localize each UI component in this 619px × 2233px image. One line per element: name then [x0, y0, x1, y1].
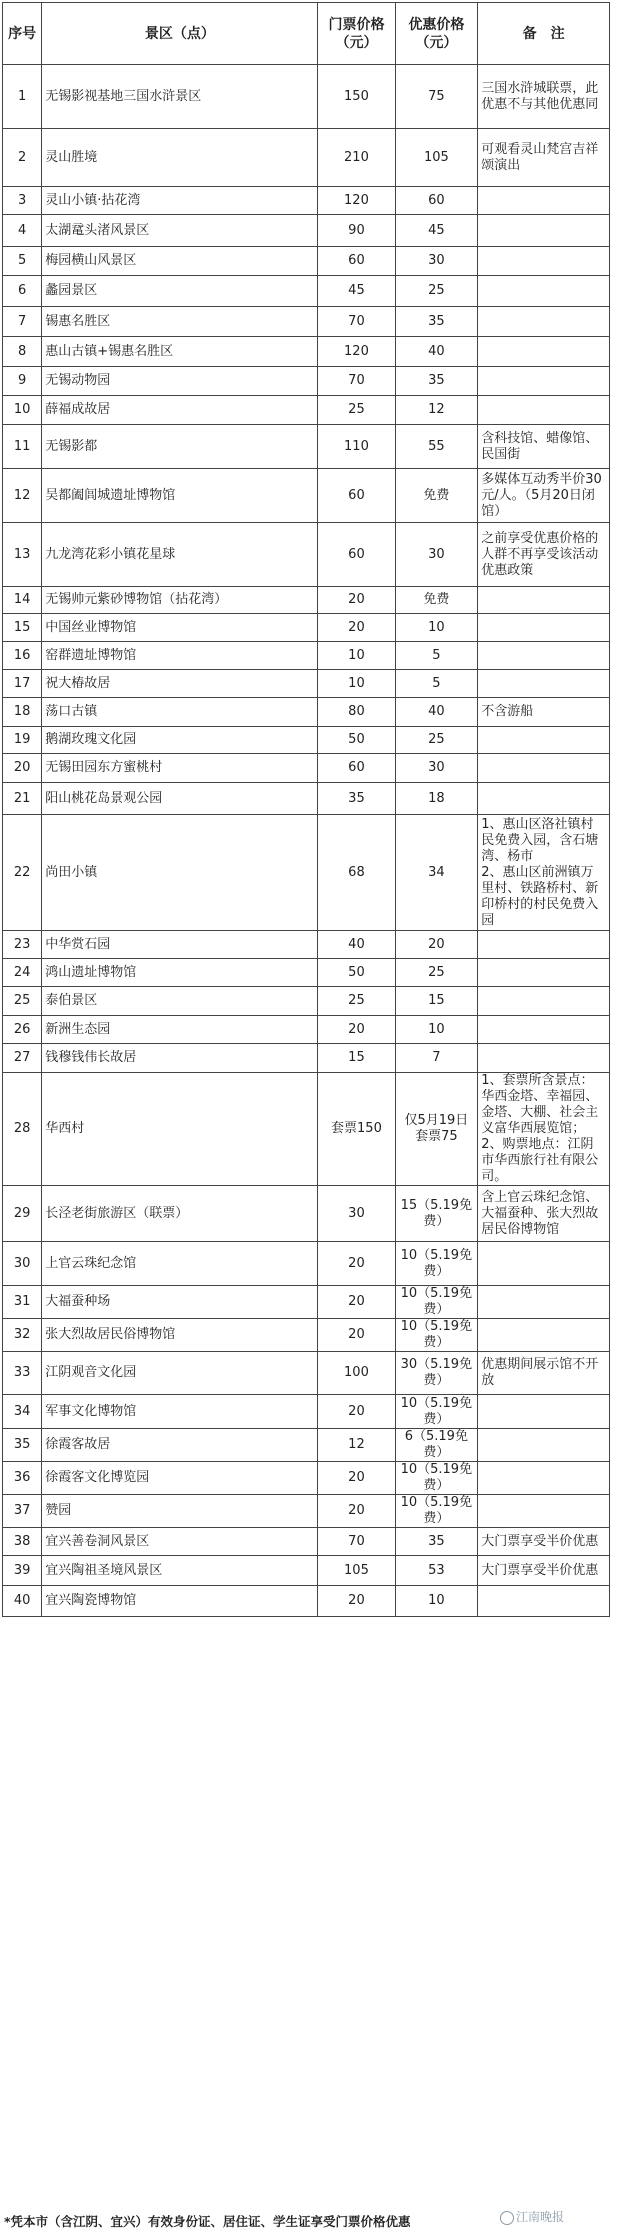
row-price: 105	[318, 1556, 395, 1586]
row-num: 2	[3, 129, 42, 187]
row-num: 11	[3, 425, 42, 469]
row-discount: 40	[395, 337, 478, 367]
row-discount: 75	[395, 65, 478, 129]
header-price: 门票价格（元）	[318, 3, 395, 65]
row-discount: 15	[395, 987, 478, 1016]
row-discount: 6（5.19免费）	[395, 1429, 478, 1462]
row-num: 10	[3, 396, 42, 425]
table-row	[3, 129, 610, 187]
row-name: 惠山古镇+锡惠名胜区	[42, 337, 318, 367]
row-name: 江阴观音文化园	[42, 1352, 318, 1395]
row-price: 60	[318, 469, 395, 523]
table-row	[3, 642, 610, 670]
weibo-icon	[500, 2211, 514, 2225]
row-num: 16	[3, 642, 42, 670]
table-row	[3, 614, 610, 642]
table-row	[3, 670, 610, 698]
row-note: 含科技馆、蜡像馆、民国街	[478, 425, 610, 469]
row-num: 27	[3, 1044, 42, 1073]
row-name: 华西村	[42, 1073, 318, 1186]
table-row	[3, 1319, 610, 1352]
row-num: 19	[3, 727, 42, 754]
row-num: 31	[3, 1286, 42, 1319]
row-name: 长泾老街旅游区（联票）	[42, 1186, 318, 1242]
row-price: 20	[318, 1286, 395, 1319]
row-price: 50	[318, 959, 395, 987]
row-price: 100	[318, 1352, 395, 1395]
row-price: 35	[318, 783, 395, 815]
table-row	[3, 337, 610, 367]
row-note	[478, 783, 610, 815]
row-discount: 35	[395, 367, 478, 396]
row-name: 梅园横山风景区	[42, 247, 318, 276]
row-price: 110	[318, 425, 395, 469]
row-note: 多媒体互动秀半价30元/人。（5月20日闭馆）	[478, 469, 610, 523]
row-note	[478, 1395, 610, 1429]
table-row	[3, 1495, 610, 1528]
table-row	[3, 754, 610, 783]
row-discount: 5	[395, 642, 478, 670]
row-price: 20	[318, 614, 395, 642]
row-note	[478, 1319, 610, 1352]
row-discount: 10（5.19免费）	[395, 1242, 478, 1286]
row-num: 4	[3, 215, 42, 247]
row-name: 钱穆钱伟长故居	[42, 1044, 318, 1073]
row-discount: 10（5.19免费）	[395, 1462, 478, 1495]
row-num: 6	[3, 276, 42, 307]
row-num: 5	[3, 247, 42, 276]
row-name: 无锡动物园	[42, 367, 318, 396]
row-price: 120	[318, 337, 395, 367]
row-note: 含上官云珠纪念馆、大福蚕种、张大烈故居民俗博物馆	[478, 1186, 610, 1242]
row-price: 70	[318, 367, 395, 396]
row-note	[478, 1242, 610, 1286]
row-discount: 7	[395, 1044, 478, 1073]
row-discount: 30（5.19免费）	[395, 1352, 478, 1395]
table-row	[3, 276, 610, 307]
row-num: 3	[3, 187, 42, 215]
table-row	[3, 1016, 610, 1044]
row-discount: 55	[395, 425, 478, 469]
row-discount: 10（5.19免费）	[395, 1319, 478, 1352]
row-num: 25	[3, 987, 42, 1016]
row-name: 荡口古镇	[42, 698, 318, 727]
row-price: 120	[318, 187, 395, 215]
table-row	[3, 698, 610, 727]
row-name: 赞园	[42, 1495, 318, 1528]
table-body	[3, 65, 610, 1617]
row-note: 大门票享受半价优惠	[478, 1528, 610, 1556]
table-row	[3, 1073, 610, 1186]
row-num: 9	[3, 367, 42, 396]
row-name: 吴都阖闾城遗址博物馆	[42, 469, 318, 523]
row-price: 20	[318, 1462, 395, 1495]
row-price: 10	[318, 670, 395, 698]
row-discount: 10	[395, 1016, 478, 1044]
row-note	[478, 727, 610, 754]
row-num: 7	[3, 307, 42, 337]
table-row	[3, 1286, 610, 1319]
row-num: 36	[3, 1462, 42, 1495]
row-price: 60	[318, 523, 395, 587]
row-name: 军事文化博物馆	[42, 1395, 318, 1429]
row-note	[478, 959, 610, 987]
watermark-text: 江南晚报	[516, 2210, 565, 2224]
row-price: 20	[318, 1319, 395, 1352]
row-num: 32	[3, 1319, 42, 1352]
row-price: 90	[318, 215, 395, 247]
header-name: 景区（点）	[42, 3, 318, 65]
table-row	[3, 247, 610, 276]
row-price: 10	[318, 642, 395, 670]
row-num: 24	[3, 959, 42, 987]
row-price: 60	[318, 247, 395, 276]
table-header-row	[3, 3, 610, 65]
row-note	[478, 337, 610, 367]
row-note: 大门票享受半价优惠	[478, 1556, 610, 1586]
row-note	[478, 1586, 610, 1617]
row-discount: 30	[395, 523, 478, 587]
row-price: 70	[318, 307, 395, 337]
row-discount: 免费	[395, 587, 478, 614]
row-num: 40	[3, 1586, 42, 1617]
row-num: 13	[3, 523, 42, 587]
table-row	[3, 1556, 610, 1586]
row-note	[478, 1044, 610, 1073]
table-row	[3, 727, 610, 754]
row-discount: 15（5.19免费）	[395, 1186, 478, 1242]
row-name: 宜兴陶祖圣境风景区	[42, 1556, 318, 1586]
row-num: 18	[3, 698, 42, 727]
row-discount: 45	[395, 215, 478, 247]
row-note	[478, 754, 610, 783]
row-note: 优惠期间展示馆不开放	[478, 1352, 610, 1395]
row-name: 鸿山遗址博物馆	[42, 959, 318, 987]
row-discount: 仅5月19日套票75	[395, 1073, 478, 1186]
row-discount: 10（5.19免费）	[395, 1495, 478, 1528]
row-price: 25	[318, 987, 395, 1016]
header-num: 序号	[3, 3, 42, 65]
row-discount: 25	[395, 959, 478, 987]
table-row	[3, 307, 610, 337]
row-name: 灵山小镇·拈花湾	[42, 187, 318, 215]
row-num: 12	[3, 469, 42, 523]
row-note	[478, 670, 610, 698]
row-note	[478, 276, 610, 307]
row-price: 50	[318, 727, 395, 754]
table-row	[3, 987, 610, 1016]
row-num: 17	[3, 670, 42, 698]
row-num: 1	[3, 65, 42, 129]
row-name: 太湖鼋头渚风景区	[42, 215, 318, 247]
row-price: 45	[318, 276, 395, 307]
table-row	[3, 783, 610, 815]
table-row	[3, 815, 610, 931]
row-price: 15	[318, 1044, 395, 1073]
row-num: 23	[3, 931, 42, 959]
table-row	[3, 367, 610, 396]
row-name: 大福蚕种场	[42, 1286, 318, 1319]
row-discount: 10	[395, 1586, 478, 1617]
table-row	[3, 425, 610, 469]
row-num: 20	[3, 754, 42, 783]
row-num: 8	[3, 337, 42, 367]
row-note	[478, 614, 610, 642]
row-price: 60	[318, 754, 395, 783]
row-note	[478, 1016, 610, 1044]
row-discount: 10（5.19免费）	[395, 1395, 478, 1429]
row-name: 锡惠名胜区	[42, 307, 318, 337]
row-note: 1、套票所含景点：华西金塔、幸福园、金塔、大棚、社会主义富华西展览馆； 2、购票地点：江阴市华西旅行社有限公司。	[478, 1073, 610, 1186]
row-note	[478, 396, 610, 425]
row-num: 21	[3, 783, 42, 815]
row-note	[478, 931, 610, 959]
row-note: 可观看灵山梵宫吉祥颂演出	[478, 129, 610, 187]
row-price: 20	[318, 587, 395, 614]
table-row	[3, 1352, 610, 1395]
row-num: 26	[3, 1016, 42, 1044]
row-discount: 35	[395, 1528, 478, 1556]
row-name: 泰伯景区	[42, 987, 318, 1016]
row-discount: 5	[395, 670, 478, 698]
row-discount: 60	[395, 187, 478, 215]
row-name: 无锡影都	[42, 425, 318, 469]
row-price: 30	[318, 1186, 395, 1242]
row-discount: 105	[395, 129, 478, 187]
row-name: 无锡田园东方蜜桃村	[42, 754, 318, 783]
row-num: 38	[3, 1528, 42, 1556]
row-name: 新洲生态园	[42, 1016, 318, 1044]
row-name: 张大烈故居民俗博物馆	[42, 1319, 318, 1352]
row-note: 不含游船	[478, 698, 610, 727]
row-name: 上官云珠纪念馆	[42, 1242, 318, 1286]
row-price: 210	[318, 129, 395, 187]
row-discount: 25	[395, 727, 478, 754]
row-note	[478, 367, 610, 396]
header-discount: 优惠价格（元）	[395, 3, 478, 65]
row-num: 30	[3, 1242, 42, 1286]
row-discount: 20	[395, 931, 478, 959]
row-note: 1、惠山区洛社镇村民免费入园，含石塘湾、杨市 2、惠山区前洲镇万里村、铁路桥村、新印桥村的村民免费入园	[478, 815, 610, 931]
row-name: 宜兴善卷洞风景区	[42, 1528, 318, 1556]
row-note	[478, 987, 610, 1016]
row-discount: 10（5.19免费）	[395, 1286, 478, 1319]
table-row	[3, 1462, 610, 1495]
row-name: 宜兴陶瓷博物馆	[42, 1586, 318, 1617]
table-row	[3, 523, 610, 587]
table-row	[3, 931, 610, 959]
row-note	[478, 1429, 610, 1462]
row-discount: 30	[395, 247, 478, 276]
table-row	[3, 65, 610, 129]
row-price: 20	[318, 1242, 395, 1286]
row-name: 蠡园景区	[42, 276, 318, 307]
row-discount: 30	[395, 754, 478, 783]
table-row	[3, 469, 610, 523]
row-discount: 10	[395, 614, 478, 642]
table-row	[3, 1429, 610, 1462]
row-discount: 免费	[395, 469, 478, 523]
row-name: 薛福成故居	[42, 396, 318, 425]
row-price: 25	[318, 396, 395, 425]
row-note: 三国水浒城联票，此优惠不与其他优惠同	[478, 65, 610, 129]
row-price: 70	[318, 1528, 395, 1556]
watermark	[500, 2208, 564, 2225]
row-price: 20	[318, 1016, 395, 1044]
table-row	[3, 1528, 610, 1556]
row-name: 徐霞客故居	[42, 1429, 318, 1462]
row-num: 34	[3, 1395, 42, 1429]
row-name: 徐霞客文化博览园	[42, 1462, 318, 1495]
row-num: 37	[3, 1495, 42, 1528]
row-discount: 18	[395, 783, 478, 815]
footer-note: *凭本市（含江阴、宜兴）有效身份证、居住证、学生证享受门票价格优惠	[4, 2214, 411, 2229]
row-price: 150	[318, 65, 395, 129]
table-row	[3, 1242, 610, 1286]
row-num: 28	[3, 1073, 42, 1186]
row-num: 33	[3, 1352, 42, 1395]
table-row	[3, 1586, 610, 1617]
header-note: 备 注	[478, 3, 610, 65]
row-discount: 34	[395, 815, 478, 931]
row-discount: 35	[395, 307, 478, 337]
row-discount: 12	[395, 396, 478, 425]
table-row	[3, 215, 610, 247]
table-row	[3, 587, 610, 614]
table-row	[3, 1395, 610, 1429]
row-price: 12	[318, 1429, 395, 1462]
row-name: 九龙湾花彩小镇花星球	[42, 523, 318, 587]
row-name: 鹅湖玫瑰文化园	[42, 727, 318, 754]
row-price: 80	[318, 698, 395, 727]
ticket-price-table	[2, 2, 610, 1617]
row-name: 无锡帅元紫砂博物馆（拈花湾）	[42, 587, 318, 614]
row-discount: 53	[395, 1556, 478, 1586]
row-price: 20	[318, 1586, 395, 1617]
row-note	[478, 215, 610, 247]
row-name: 窑群遗址博物馆	[42, 642, 318, 670]
row-price: 20	[318, 1395, 395, 1429]
row-note	[478, 642, 610, 670]
row-name: 阳山桃花岛景观公园	[42, 783, 318, 815]
row-num: 15	[3, 614, 42, 642]
row-price: 套票150	[318, 1073, 395, 1186]
row-note	[478, 247, 610, 276]
row-num: 35	[3, 1429, 42, 1462]
row-name: 灵山胜境	[42, 129, 318, 187]
row-price: 40	[318, 931, 395, 959]
table-row	[3, 1186, 610, 1242]
row-num: 22	[3, 815, 42, 931]
table-row	[3, 396, 610, 425]
row-discount: 25	[395, 276, 478, 307]
row-name: 无锡影视基地三国水浒景区	[42, 65, 318, 129]
row-note	[478, 187, 610, 215]
table-row	[3, 187, 610, 215]
row-num: 14	[3, 587, 42, 614]
row-discount: 40	[395, 698, 478, 727]
row-note	[478, 587, 610, 614]
row-price: 20	[318, 1495, 395, 1528]
table-row	[3, 959, 610, 987]
table-row	[3, 1044, 610, 1073]
row-note	[478, 1495, 610, 1528]
row-note: 之前享受优惠价格的人群不再享受该活动优惠政策	[478, 523, 610, 587]
row-note	[478, 307, 610, 337]
row-note	[478, 1462, 610, 1495]
row-num: 29	[3, 1186, 42, 1242]
row-price: 68	[318, 815, 395, 931]
row-num: 39	[3, 1556, 42, 1586]
row-name: 中华赏石园	[42, 931, 318, 959]
row-name: 中国丝业博物馆	[42, 614, 318, 642]
row-name: 祝大椿故居	[42, 670, 318, 698]
row-name: 尚田小镇	[42, 815, 318, 931]
row-note	[478, 1286, 610, 1319]
